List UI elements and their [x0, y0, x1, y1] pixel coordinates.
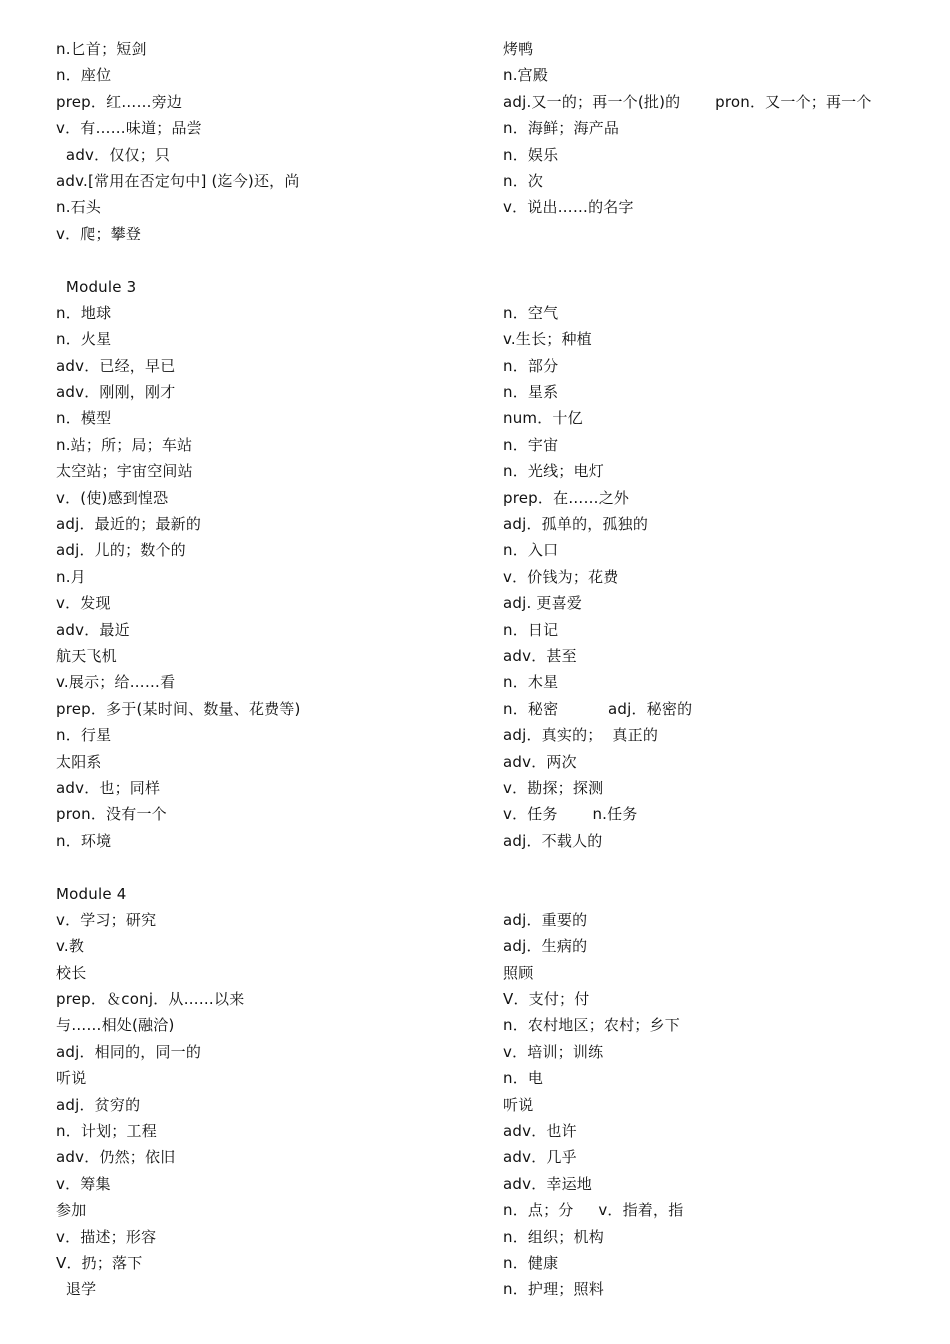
right-vocabulary-column: [503, 36, 923, 1303]
vocab-line: n．入口: [503, 541, 559, 560]
vocab-line: n．电: [503, 1069, 544, 1088]
vocab-line: V．扔；落下: [56, 1253, 143, 1272]
vocab-line: [56, 247, 476, 273]
vocab-line: v．价钱为；花费: [503, 567, 619, 586]
vocab-line: n．部分: [503, 356, 559, 375]
vocab-line: adv．刚刚，刚才: [56, 383, 176, 402]
vocab-line: n．组织；机构: [503, 1227, 604, 1246]
vocab-line: adj.又一的；再一个(批)的 pron．又一个；再一个: [503, 92, 872, 111]
vocab-line: v．任务 n.任务: [503, 805, 638, 824]
vocab-line: adj．不载人的: [503, 831, 603, 850]
vocab-line: n.石头: [56, 198, 102, 217]
vocab-line: 航天飞机: [56, 646, 117, 665]
vocab-line: adj．真实的； 真正的: [503, 726, 659, 745]
vocab-line: 太空站；宇宙空间站: [56, 462, 193, 481]
vocab-line: n．星系: [503, 383, 559, 402]
vocab-line: [503, 854, 923, 880]
vocab-line: prep．＆conj．从……以来: [56, 990, 245, 1009]
vocab-line: n.月: [56, 567, 86, 586]
vocab-line: n．娱乐: [503, 145, 559, 164]
vocab-line: Module 4: [56, 884, 127, 903]
vocab-line: [503, 881, 923, 907]
vocab-line: adj．儿的；数个的: [56, 541, 186, 560]
vocab-line: 校长: [56, 963, 87, 982]
vocab-line: [503, 247, 923, 273]
vocab-line: adj．生病的: [503, 937, 588, 956]
vocab-line: n．空气: [503, 303, 559, 322]
vocab-line: 听说: [56, 1069, 87, 1088]
vocab-line: n．海鲜；海产品: [503, 119, 620, 138]
vocab-line: adj．最近的；最新的: [56, 515, 202, 534]
vocab-line: v.教: [56, 937, 85, 956]
vocab-line: adj. 更喜爱: [503, 594, 583, 613]
vocab-line: v．爬；攀登: [56, 224, 142, 243]
vocab-line: v.展示；给……看: [56, 673, 176, 692]
vocab-line: n．火星: [56, 330, 112, 349]
vocab-line: n．行星: [56, 726, 112, 745]
vocab-line: n．护理；照料: [503, 1280, 604, 1299]
vocab-line: 退学: [56, 1280, 97, 1299]
vocab-line: n.宫殿: [503, 66, 549, 85]
vocab-line: Module 3: [56, 277, 137, 296]
vocab-line: adv．两次: [503, 752, 577, 771]
left-vocabulary-column: [56, 36, 476, 1303]
vocab-line: adv．已经，早已: [56, 356, 176, 375]
vocab-line: adj．重要的: [503, 910, 588, 929]
vocab-line: 太阳系: [56, 752, 102, 771]
vocab-line: 听说: [503, 1095, 534, 1114]
vocab-line: adj．相同的，同一的: [56, 1042, 202, 1061]
vocab-line: 照顾: [503, 963, 534, 982]
vocab-line: n．座位: [56, 66, 112, 85]
vocab-line: v．说出……的名字: [503, 198, 634, 217]
vocab-line: adv．也；同样: [56, 778, 161, 797]
vocab-line: adv．最近: [56, 620, 130, 639]
vocab-line: n．宇宙: [503, 435, 559, 454]
vocab-line: prep．多于(某时间、数量、花费等): [56, 699, 301, 718]
vocab-line: v．描述；形容: [56, 1227, 157, 1246]
vocab-line: n．计划；工程: [56, 1122, 157, 1141]
vocab-line: n．光线；电灯: [503, 462, 604, 481]
vocab-line: n.站；所；局；车站: [56, 435, 193, 454]
vocab-line: n.匕首；短剑: [56, 40, 147, 58]
vocab-line: n．地球: [56, 303, 112, 322]
vocab-line: 参加: [56, 1201, 87, 1220]
vocab-line: [503, 221, 923, 247]
vocab-line: n．秘密 adj．秘密的: [503, 699, 693, 718]
vocab-line: pron．没有一个: [56, 805, 167, 824]
vocab-line: V．支付；付: [503, 990, 590, 1009]
vocab-line: n．模型: [56, 409, 112, 428]
vocab-line: adv．幸运地: [503, 1174, 592, 1193]
vocab-line: 烤鸭: [503, 40, 534, 58]
vocab-line: 与……相处(融洽): [56, 1016, 175, 1035]
vocab-line: v．(使)感到惶恐: [56, 488, 169, 507]
vocab-line: prep．在……之外: [503, 488, 630, 507]
vocab-line: prep．红……旁边: [56, 92, 183, 111]
vocab-line: n．农村地区；农村；乡下: [503, 1016, 680, 1035]
vocab-line: n．健康: [503, 1253, 559, 1272]
vocab-line: v．有……味道；品尝: [56, 119, 202, 138]
vocab-line: v．发现: [56, 594, 111, 613]
vocab-line: num．十亿: [503, 409, 583, 428]
vocab-line: n．木星: [503, 673, 559, 692]
vocab-line: n．次: [503, 171, 544, 190]
vocab-line: [56, 854, 476, 880]
vocab-line: adv．仍然；依旧: [56, 1148, 176, 1167]
vocab-line: n．环境: [56, 831, 112, 850]
vocab-line: v．学习；研究: [56, 910, 157, 929]
vocab-line: adv．仅仅；只: [56, 145, 171, 164]
vocab-line: adv．也许: [503, 1122, 577, 1141]
vocab-line: adv．几乎: [503, 1148, 577, 1167]
vocab-line: adv.[常用在否定句中] (迄今)还，尚: [56, 171, 300, 190]
vocab-line: adv．甚至: [503, 646, 577, 665]
vocab-line: n．日记: [503, 620, 559, 639]
vocab-line: adj．孤单的，孤独的: [503, 515, 649, 534]
vocab-line: n．点；分 v．指着，指: [503, 1201, 684, 1220]
vocab-line: v．培训；训练: [503, 1042, 604, 1061]
vocab-line: v.生长；种植: [503, 330, 592, 349]
vocab-line: adj．贫穷的: [56, 1095, 141, 1114]
vocab-line: v．勘探；探测: [503, 778, 604, 797]
vocab-line: [503, 274, 923, 300]
vocab-line: v．筹集: [56, 1174, 111, 1193]
